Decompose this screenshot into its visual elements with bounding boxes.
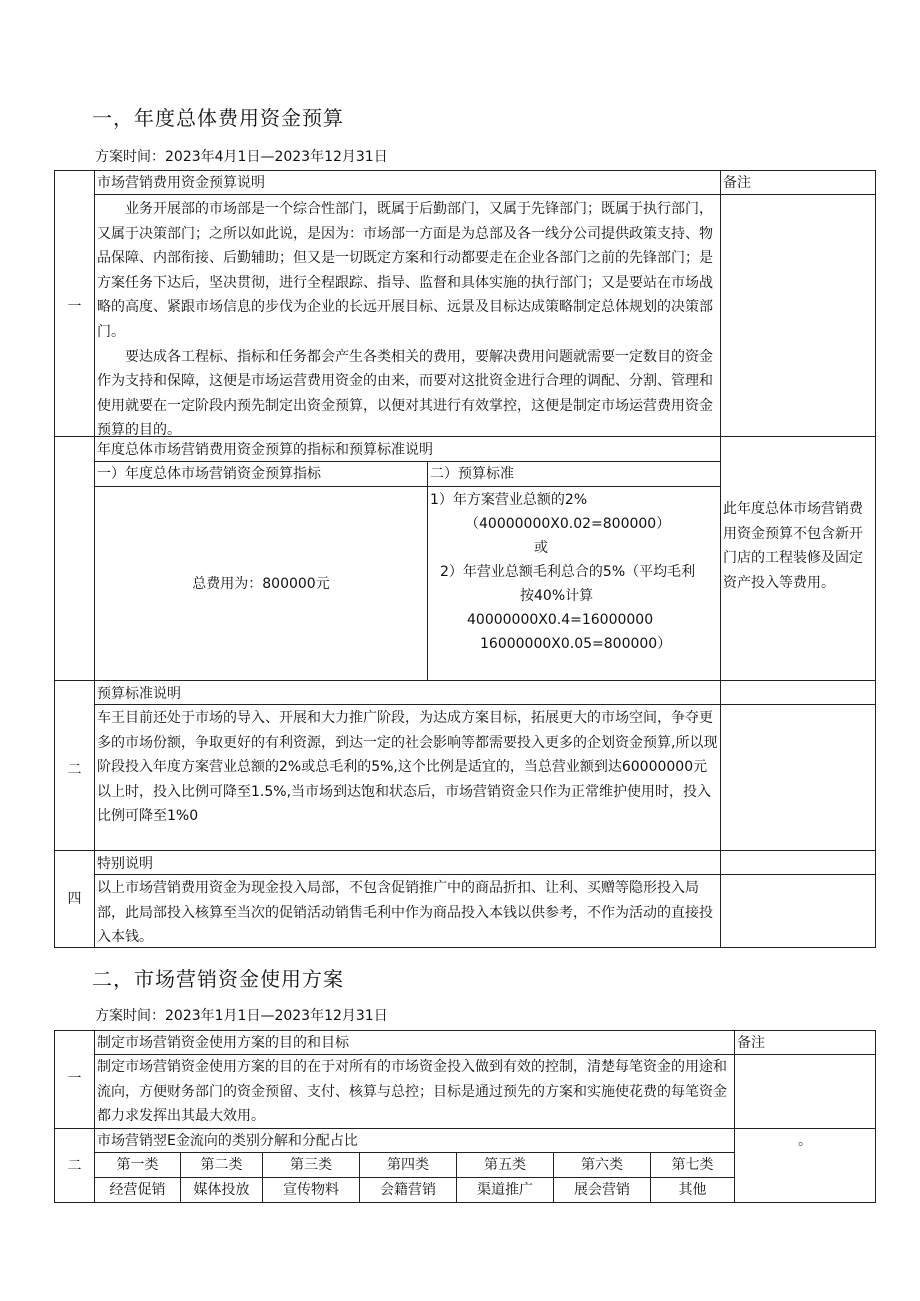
row1-header: 市场营销费用资金预算说明 (97, 175, 265, 191)
category-name-5: 渠道推广 (477, 1182, 533, 1198)
standard-2-line1: 2）年营业总额毛利总合的5%（平均毛利 (440, 564, 696, 580)
s2-row1-text: 制定市场营销资金使用方案的目的在于对所有的市场资金投入做到有效的控制，清楚每笔资金的用途和流向，方便财务部门的资金预留、支付、核算与总控；目标是通过预先的方案和实施使花费的每笔资金都力求发挥出其最大效用。 (97, 1059, 727, 1125)
category-6: 第六类 (581, 1157, 623, 1173)
section2-title: 二，市场营销资金使用方案 (92, 967, 344, 991)
category-name-6: 展会营销 (574, 1182, 630, 1198)
category-4: 第四类 (387, 1157, 429, 1173)
row1-number: 一 (67, 299, 82, 315)
category-name-3: 宣传物料 (283, 1182, 339, 1198)
section1-period: 方案时间：2023年4月1日—2023年12月31日 (95, 149, 388, 165)
category-name-7: 其他 (678, 1182, 707, 1198)
standard-or: 或 (534, 540, 548, 556)
row4-number: 四 (67, 891, 82, 907)
row1-body (97, 197, 718, 443)
category-name-1: 经营促销 (109, 1182, 166, 1198)
s2-row2-remark: 。 (798, 1133, 812, 1149)
category-3: 第三类 (290, 1157, 332, 1173)
row1-paragraph-1: 业务开展部的市场部是一个综合性部门，既属于后勤部门，又属于先锋部门；既属于执行部门，又属于决策部门；之所以如此说，是因为：市场部一方面是为总部及各一线分公司提供政策支持、物品保障、内部衔接、后勤辅助；但又是一切既定方案和行动都要走在企业各部门之前的先锋部门；是方案任务下达后，坚决贯彻，进行全程跟踪、指导、监督和具体实施的执行部门；又是要站在市场战略的高度、紧跟市场信息的步伐为企业的长远开展目标、远景及目标达成策略制定总体规划的决策部门。 (97, 201, 713, 340)
total-budget: 总费用为：800000元 (192, 576, 330, 592)
row1-paragraph-2: 要达成各工程标、指标和任务都会产生各类相关的费用，要解决费用问题就需要一定数目的资金作为支持和保障，这便是市场运营费用资金的由来，而要对这批资金进行合理的调配、分割、管理和使用就要在一定阶段内预先制定出资金预算，以便对其进行有效掌控，这便是制定市场运营费用资金预算的目的。 (97, 348, 713, 439)
standard-1-calc: （40000000X0.02=800000） (465, 516, 671, 532)
remark-header: 备注 (723, 175, 751, 191)
category-5: 第五类 (484, 1157, 526, 1173)
standard-2-line2: 按40%计算 (520, 588, 594, 604)
section1-title: 一，年度总体费用资金预算 (92, 106, 344, 130)
row3-text: 车王目前还处于市场的导入、开展和大力推广阶段，为达成方案目标，拓展更大的市场空间，争夺更多的市场份额，争取更好的有利资源，到达一定的社会影响等都需要投入更多的企划资金预算,所以现阶段投入年度方案营业总额的2%或总毛利的5%,这个比例是适宜的，当总营业额到达60000000元以上时，投入比例可降至1.5%,当市场到达饱和状态后，市场营销资金只作为正常维护使用时，投入比例可降至1%0 (97, 710, 718, 825)
standard-2-calc2: 16000000X0.05=800000） (480, 636, 672, 652)
category-name-2: 媒体投放 (193, 1182, 250, 1198)
row3-header: 预算标准说明 (97, 686, 181, 702)
row4-header: 特别说明 (97, 856, 153, 872)
s2-row2-number: 二 (67, 1158, 82, 1174)
s2-remark-header: 备注 (737, 1035, 765, 1051)
s2-row1-header: 制定市场营销资金使用方案的目的和目标 (97, 1035, 349, 1051)
row2-right-header: 二）预算标准 (430, 466, 514, 482)
row2-remark: 此年度总体市场营销费用资金预算不包含新开门店的工程装修及固定资产投入等费用。 (723, 501, 863, 591)
standard-1: 1）年方案营业总额的2% (430, 492, 588, 508)
row2-header: 年度总体市场营销费用资金预算的指标和预算标准说明 (97, 442, 433, 458)
category-name-4: 会籍营销 (380, 1182, 436, 1198)
s2-row2-header: 市场营销翌E金流向的类别分解和分配占比 (97, 1133, 358, 1149)
row4-text: 以上市场营销费用资金为现金投入局部，不包含促销推广中的商品折扣、让利、买赠等隐形投入局部，此局部投入核算至当次的促销活动销售毛利中作为商品投入本钱以供参考，不作为活动的直接投入本钱。 (97, 880, 713, 946)
row3-number: 二 (67, 762, 82, 778)
standard-2-calc1: 40000000X0.4=16000000 (467, 612, 654, 628)
s2-row1-number: 一 (67, 1071, 82, 1087)
category-1: 第一类 (116, 1157, 159, 1173)
category-7: 第七类 (671, 1157, 714, 1173)
row2-left-header: 一）年度总体市场营销资金预算指标 (97, 466, 321, 482)
section2-period: 方案时间：2023年1月1日—2023年12月31日 (95, 1008, 388, 1024)
category-2: 第二类 (200, 1157, 243, 1173)
